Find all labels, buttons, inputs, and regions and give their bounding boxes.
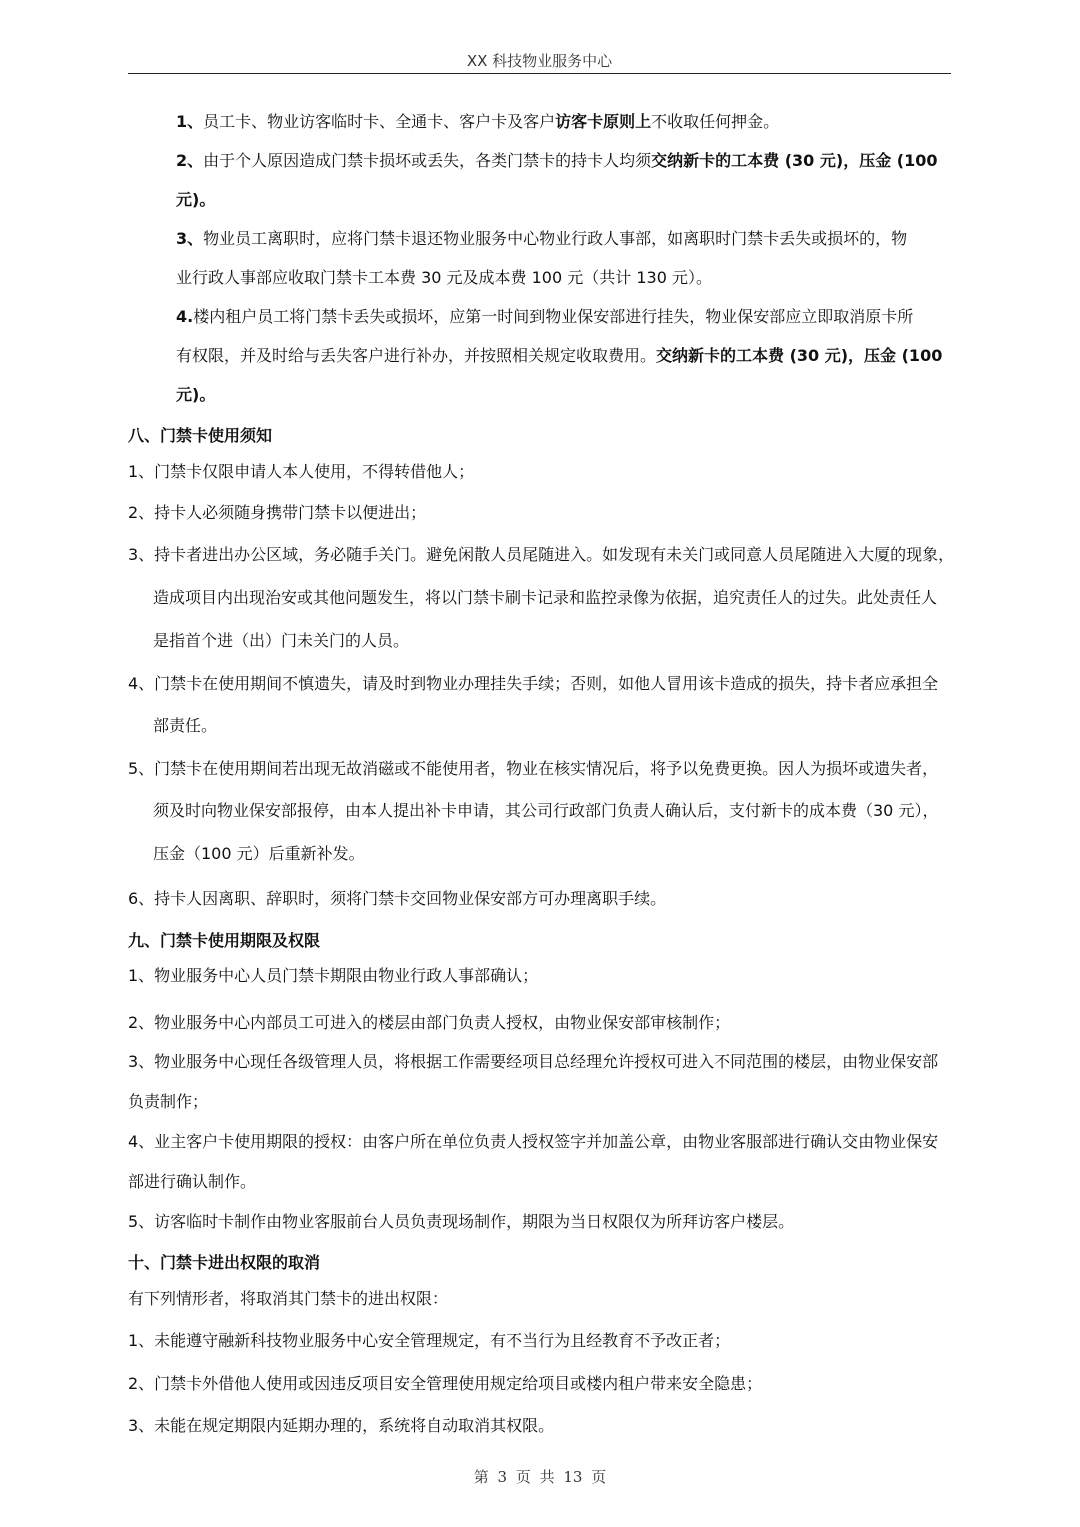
section-9-item-cont: 部进行确认制作。	[128, 1172, 257, 1191]
section-8-heading: 八、门禁卡使用须知	[128, 426, 273, 445]
section-9-heading: 九、门禁卡使用期限及权限	[128, 931, 321, 950]
page-header: XX 科技物业服务中心	[466, 52, 613, 70]
section-8-item-cont: 部责任。	[153, 716, 218, 735]
deposit-item-4-text: 楼内租户员工将门禁卡丢失或损坏，应第一时间到物业保安部进行挂失，物业保安部应立即取消原卡所	[193, 307, 914, 326]
section-9-item-cont: 负责制作；	[128, 1092, 209, 1111]
header-divider	[128, 73, 951, 74]
deposit-item-4-cont-text: 有权限，并及时给与丢失客户进行补办，并按照相关规定收取费用。	[176, 346, 657, 365]
section-8-item: 2、持卡人必须随身携带门禁卡以便进出；	[128, 503, 427, 522]
deposit-item-2	[176, 151, 937, 171]
section-8-item-cont: 是指首个进（出）门未关门的人员。	[153, 631, 410, 650]
section-9-item: 1、物业服务中心人员门禁卡期限由物业行政人事部确认；	[128, 966, 539, 985]
section-8-item-cont: 造成项目内出现治安或其他问题发生，将以门禁卡刷卡记录和监控录像为依据，追究责任人的过失。此处责任人	[153, 588, 938, 607]
section-8-item: 1、门禁卡仅限申请人本人使用，不得转借他人；	[128, 462, 475, 481]
deposit-item-4-number: 4.	[176, 307, 194, 326]
deposit-item-1-bold: 访客卡原则上	[555, 112, 652, 131]
section-10-heading: 十、门禁卡进出权限的取消	[128, 1253, 321, 1272]
section-10-item: 2、门禁卡外借他人使用或因违反项目安全管理使用规定给项目或楼内租户带来安全隐患；	[128, 1374, 763, 1393]
deposit-item-2-number: 2、	[176, 151, 204, 170]
page-number: 第 3 页 共 13 页	[473, 1468, 607, 1486]
section-10-intro: 有下列情形者，将取消其门禁卡的进出权限：	[128, 1289, 449, 1308]
deposit-item-3-text: 物业员工离职时，应将门禁卡退还物业服务中心物业行政人事部，如离职时门禁卡丢失或损坏的，物	[203, 229, 908, 248]
section-9-item: 4、业主客户卡使用期限的授权：由客户所在单位负责人授权签字并加盖公章，由物业客服部进行确认交由物业保安	[128, 1132, 939, 1151]
section-10-item: 3、未能在规定期限内延期办理的，系统将自动取消其权限。	[128, 1416, 555, 1435]
section-8-item-cont: 压金（100 元）后重新补发。	[153, 844, 365, 863]
deposit-item-4-bold: 交纳新卡的工本费 (30 元)，压金 (100	[656, 346, 943, 365]
deposit-item-4	[176, 307, 913, 327]
section-9-item: 5、访客临时卡制作由物业客服前台人员负责现场制作，期限为当日权限仅为所拜访客户楼层。	[128, 1212, 795, 1231]
deposit-item-2-bold: 交纳新卡的工本费 (30 元)，压金 (100	[651, 151, 938, 170]
deposit-item-1-text: 员工卡、物业访客临时卡、全通卡、客户卡及客户	[203, 112, 556, 131]
deposit-item-2-cont: 元)。	[176, 190, 216, 209]
deposit-item-1	[176, 112, 779, 132]
deposit-item-3-cont: 业行政人事部应收取门禁卡工本费 30 元及成本费 100 元（共计 130 元）。	[176, 268, 712, 287]
deposit-item-1-tail: 不收取任何押金。	[651, 112, 780, 131]
deposit-item-3	[176, 229, 907, 249]
deposit-item-4-cont2: 元)。	[176, 385, 216, 404]
deposit-item-4-cont	[176, 346, 942, 366]
section-8-item: 4、门禁卡在使用期间不慎遗失，请及时到物业办理挂失手续；否则，如他人冒用该卡造成的损失，持卡者应承担全	[128, 674, 939, 693]
section-9-item: 3、物业服务中心现任各级管理人员，将根据工作需要经项目总经理允许授权可进入不同范围的楼层，由物业保安部	[128, 1052, 939, 1071]
deposit-item-3-number: 3、	[176, 229, 204, 248]
section-10-item: 1、未能遵守融新科技物业服务中心安全管理规定，有不当行为且经教育不予改正者；	[128, 1331, 731, 1350]
section-9-item: 2、物业服务中心内部员工可进入的楼层由部门负责人授权，由物业保安部审核制作；	[128, 1013, 731, 1032]
section-8-item: 5、门禁卡在使用期间若出现无故消磁或不能使用者，物业在核实情况后，将予以免费更换。因人为损坏或遗失者，	[128, 759, 939, 778]
deposit-item-2-text: 由于个人原因造成门禁卡损坏或丢失，各类门禁卡的持卡人均须	[203, 151, 652, 170]
section-8-item: 6、持卡人因离职、辞职时，须将门禁卡交回物业保安部方可办理离职手续。	[128, 889, 667, 908]
section-8-item-cont: 须及时向物业保安部报停，由本人提出补卡申请，其公司行政部门负责人确认后，支付新卡的成本费（30 元），	[153, 801, 939, 820]
section-8-item: 3、持卡者进出办公区域，务必随手关门。避免闲散人员尾随进入。如发现有未关门或同意人员尾随进入大厦的现象，	[128, 545, 955, 564]
deposit-item-1-number: 1、	[176, 112, 204, 131]
